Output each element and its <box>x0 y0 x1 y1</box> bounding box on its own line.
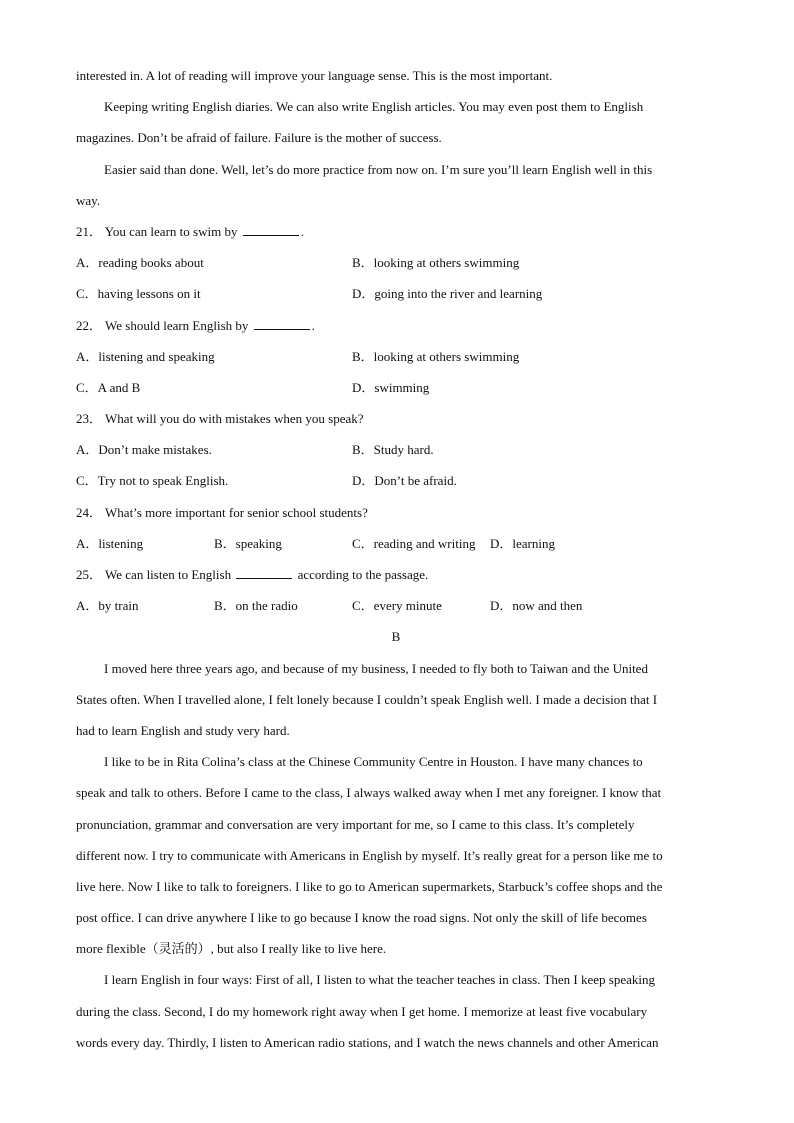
option-d: D．going into the river and learning <box>352 286 543 302</box>
option-b: B．looking at others swimming <box>352 348 520 364</box>
answer-blank <box>254 317 310 330</box>
option-c: C．A and B <box>76 379 141 395</box>
passage-b-line: had to learn English and study very hard. <box>76 722 290 738</box>
option-a: A．listening and speaking <box>76 348 215 364</box>
question-22-stem <box>76 314 716 345</box>
question-22-options-row <box>76 376 716 407</box>
question-23-options-row <box>76 469 716 500</box>
question-24-options-row <box>76 532 716 563</box>
question-23-options-row <box>76 438 716 469</box>
answer-blank <box>236 566 292 579</box>
document-page <box>76 64 716 1062</box>
passage-b-line: speak and talk to others. Before I came to the class, I always walked away when I met any foreigner. I know that <box>76 785 662 801</box>
option-d: D．Don’t be afraid. <box>352 473 457 489</box>
question-text: We should learn English by <box>105 317 249 333</box>
question-number: 25． <box>76 567 103 582</box>
passage-a-line: magazines. Don’t be afraid of failure. Failure is the mother of success. <box>76 130 442 146</box>
question-number: 21． <box>76 223 103 239</box>
question-number: 23． <box>76 411 103 427</box>
option-b: B．speaking <box>214 535 282 551</box>
option-a: A．listening <box>76 535 144 551</box>
passage-a-line: Easier said than done. Well, let’s do more practice from now on. I’m sure you’ll learn English well in this <box>104 161 653 177</box>
option-a: A．Don’t make mistakes. <box>76 442 212 458</box>
option-d: D．swimming <box>352 379 430 395</box>
question-text-end: according to the passage. <box>297 567 429 582</box>
option-d: D．learning <box>490 535 555 551</box>
question-number: 22． <box>76 317 103 333</box>
option-c: C．every minute <box>352 598 442 614</box>
passage-b-line: more flexible（灵活的）, but also I really like to live here. <box>76 941 387 957</box>
passage-b-line: live here. Now I like to talk to foreigners. I like to go to American supermarkets, Starbuck’s coffee shops and the <box>76 878 663 894</box>
option-a: A．by train <box>76 598 139 614</box>
passage-b-line: States often. When I travelled alone, I felt lonely because I couldn’t speak English well. I made a decision that I <box>76 691 658 707</box>
question-21-options-row <box>76 282 716 313</box>
passage-b-line: I learn English in four ways: First of all, I listen to what the teacher teaches in class. Then I keep speaking <box>104 972 656 988</box>
option-b: B．on the radio <box>214 598 298 614</box>
section-b-heading: B <box>391 629 401 645</box>
question-text: We can listen to English <box>105 567 232 582</box>
question-23-stem <box>76 407 716 438</box>
question-text-end: . <box>311 317 315 333</box>
option-d: D．now and then <box>490 598 583 614</box>
option-a: A．reading books about <box>76 255 204 271</box>
option-c: C．having lessons on it <box>76 286 201 302</box>
passage-a-line: way. <box>76 192 101 208</box>
question-25-options-row <box>76 594 716 625</box>
question-21-options-row <box>76 251 716 282</box>
question-number: 24． <box>76 504 103 520</box>
passage-b-line: during the class. Second, I do my homework right away when I get home. I memorize at least five vocabulary <box>76 1003 648 1019</box>
passage-a-line: Keeping writing English diaries. We can also write English articles. You may even post them to English <box>104 99 644 115</box>
question-24-stem <box>76 501 716 532</box>
passage-b-line: words every day. Thirdly, I listen to American radio stations, and I watch the news channels and other American <box>76 1034 659 1050</box>
question-text: What’s more important for senior school students? <box>105 504 368 520</box>
passage-a-line: interested in. A lot of reading will improve your language sense. This is the most important. <box>76 68 553 83</box>
option-c: C．reading and writing <box>352 535 476 551</box>
question-text-end: . <box>300 223 304 239</box>
option-b: B．Study hard. <box>352 442 434 458</box>
passage-b-line: pronunciation, grammar and conversation are very important for me, so I came to this class. It’s completely <box>76 816 635 832</box>
option-b: B．looking at others swimming <box>352 255 520 271</box>
passage-b-line: post office. I can drive anywhere I like to go because I know the road signs. Not only the skill of life becomes <box>76 910 647 926</box>
passage-b-line: I moved here three years ago, and because of my business, I needed to fly both to Taiwan and the United <box>104 660 648 676</box>
question-text: You can learn to swim by <box>104 223 238 239</box>
passage-b-line: different now. I try to communicate with Americans in English by myself. It’s really great for a person like me to <box>76 847 663 863</box>
option-c: C．Try not to speak English. <box>76 473 229 489</box>
question-22-options-row <box>76 345 716 376</box>
question-text: What will you do with mistakes when you speak? <box>105 411 364 427</box>
passage-b-line: I like to be in Rita Colina’s class at the Chinese Community Centre in Houston. I have many chances to <box>104 754 643 770</box>
question-21-stem <box>76 220 716 251</box>
answer-blank <box>243 223 299 236</box>
question-25-stem <box>76 563 716 594</box>
